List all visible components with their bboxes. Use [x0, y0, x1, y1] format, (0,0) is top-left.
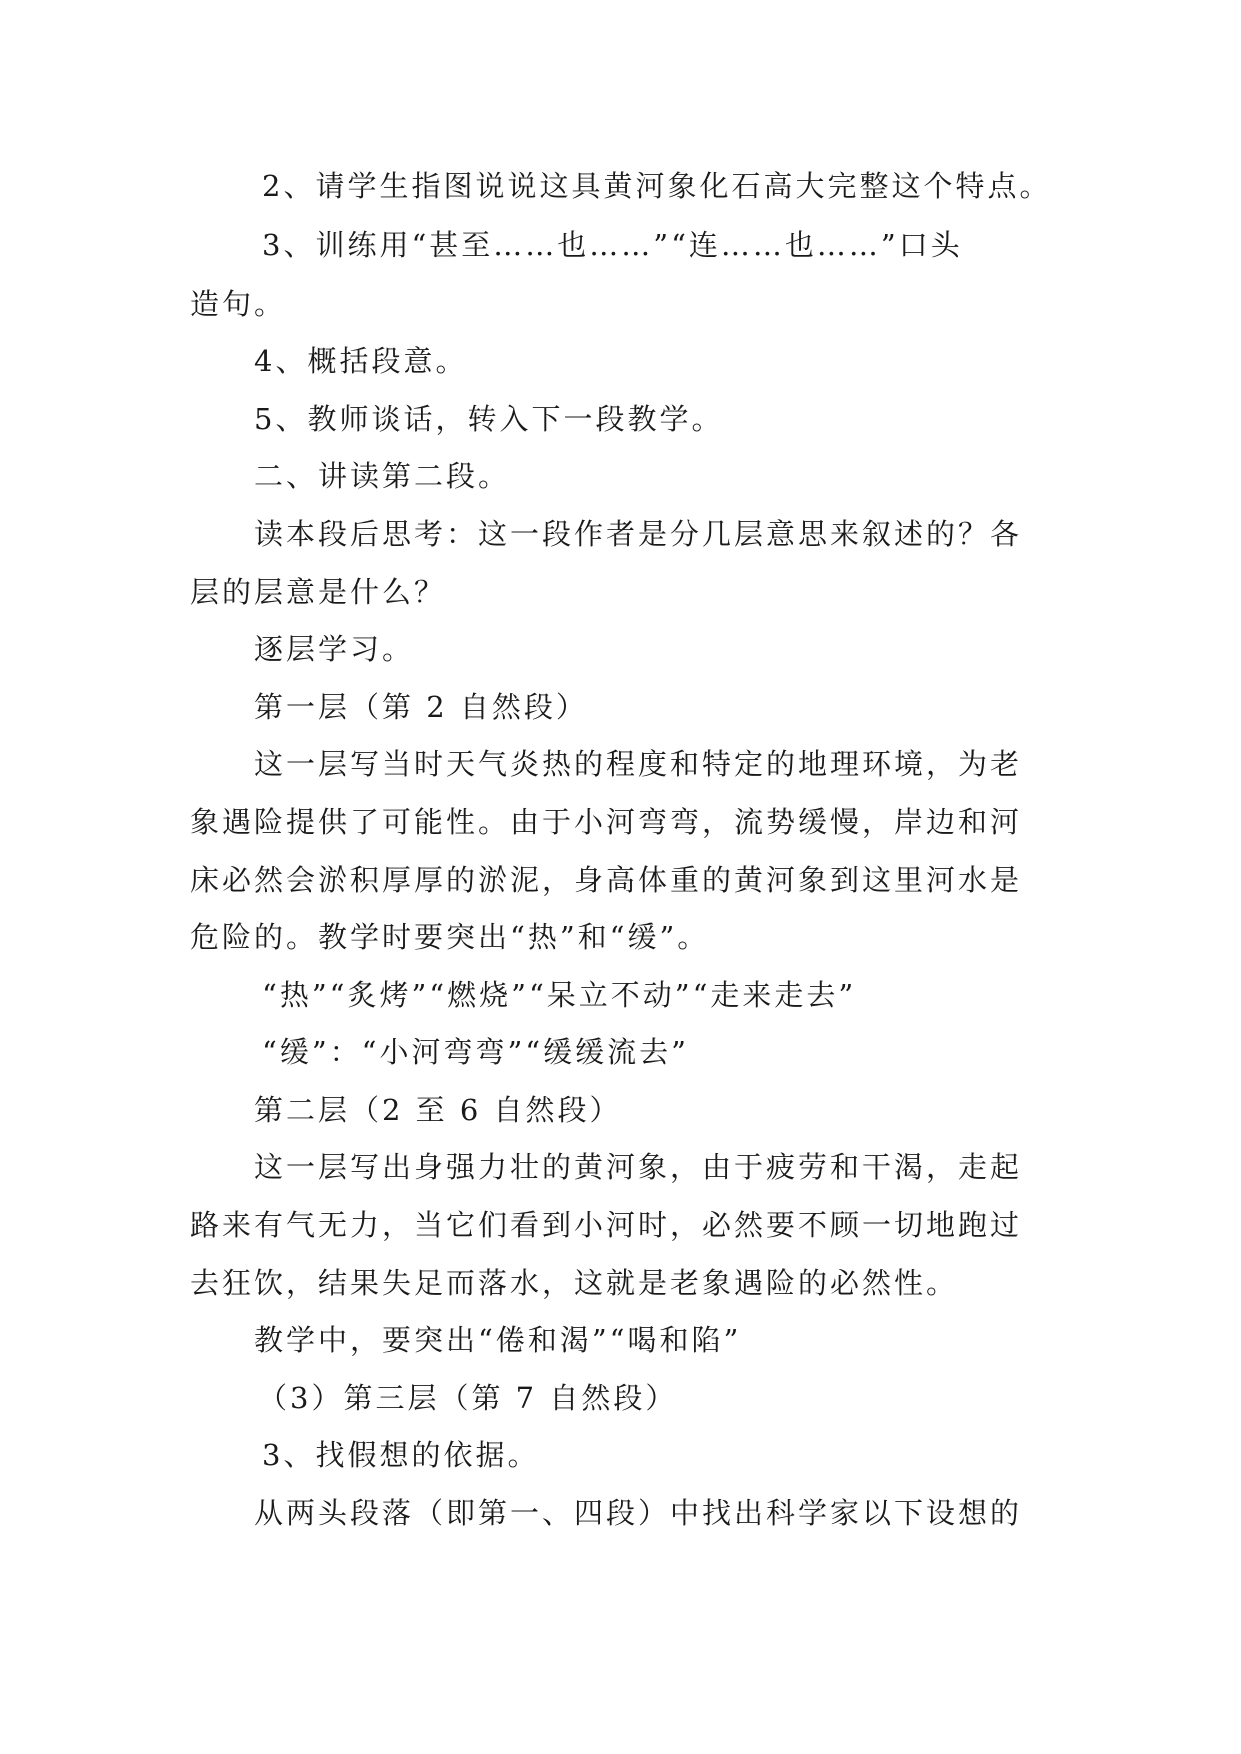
subsection-heading: （3）第三层（第 7 自然段）: [258, 1381, 678, 1415]
paragraph-line: 路来有气无力，当它们看到小河时，必然要不顾一切地跑过: [190, 1208, 1023, 1242]
paragraph-line: 危险的。教学时要突出“热”和“缓”。: [190, 920, 710, 954]
paragraph-line: 这一层写当时天气炎热的程度和特定的地理环境，为老: [254, 747, 1023, 781]
paragraph-line: 5、教师谈话，转入下一段教学。: [254, 402, 724, 436]
paragraph-line: 床必然会淤积厚厚的淤泥，身高体重的黄河象到这里河水是: [190, 863, 1023, 897]
paragraph-line: 4、概括段意。: [254, 344, 468, 378]
paragraph-line: 从两头段落（即第一、四段）中找出科学家以下设想的: [254, 1496, 1023, 1530]
paragraph-line: 2、请学生指图说说这具黄河象化石高大完整这个特点。: [262, 169, 1052, 203]
paragraph-line: 去狂饮，结果失足而落水，这就是老象遇险的必然性。: [190, 1266, 959, 1300]
paragraph-line: 造句。: [190, 287, 287, 321]
paragraph-line: 这一层写出身强力壮的黄河象，由于疲劳和干渴，走起: [254, 1150, 1023, 1184]
section-heading: 二、讲读第二段。: [254, 459, 511, 493]
paragraph-line: 象遇险提供了可能性。由于小河弯弯，流势缓慢，岸边和河: [190, 805, 1023, 839]
paragraph-line: “缓”：“小河弯弯”“缓缓流去”: [262, 1035, 689, 1069]
subsection-heading: 第一层（第 2 自然段）: [254, 690, 588, 724]
paragraph-line: 读本段后思考：这一段作者是分几层意思来叙述的？各: [254, 517, 1023, 551]
paragraph-line: 逐层学习。: [254, 632, 415, 666]
paragraph-line: 层的层意是什么？: [190, 575, 447, 609]
paragraph-line: 3、训练用“甚至……也……”“连……也……”口头: [262, 228, 963, 262]
subsection-heading: 第二层（2 至 6 自然段）: [254, 1093, 622, 1127]
paragraph-line: “热”“炙烤”“燃烧”“呆立不动”“走来走去”: [262, 978, 857, 1012]
paragraph-line: 3、找假想的依据。: [262, 1438, 540, 1472]
paragraph-line: 教学中，要突出“倦和渴”“喝和陷”: [254, 1323, 742, 1357]
